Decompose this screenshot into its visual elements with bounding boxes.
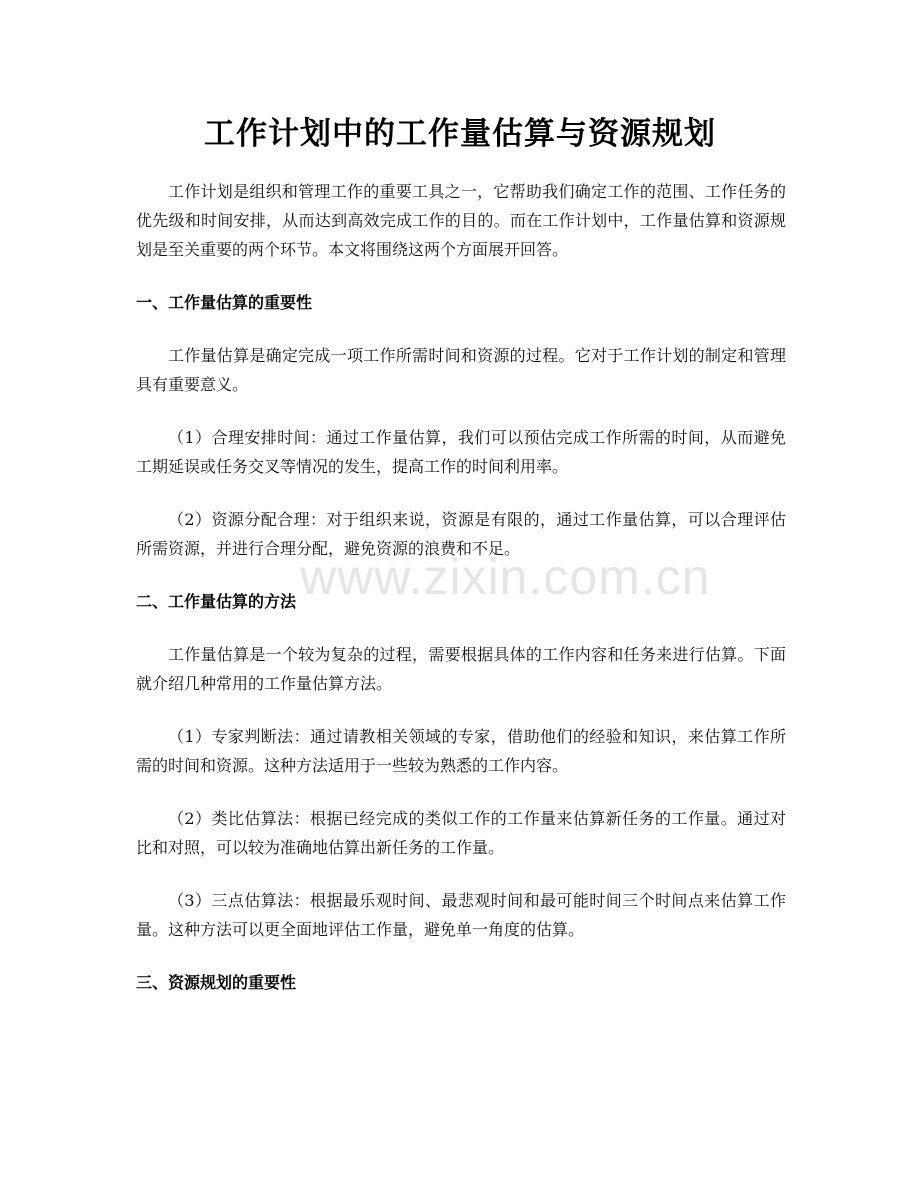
paragraph: （2）类比估算法：根据已经完成的类似工作的工作量来估算新任务的工作量。通过对比和对照，可以较为准确地估算出新任务的工作量。 (136, 809, 786, 857)
document-title: 工作计划中的工作量估算与资源规划 (204, 116, 716, 152)
paragraph: （3）三点估算法：根据最乐观时间、最悲观时间和最可能时间三个时间点来估算工作量。这种方法可以更全面地评估工作量，避免单一角度的估算。 (136, 891, 786, 939)
document-body (136, 177, 786, 1021)
watermark: www.zixin.com.cn (300, 549, 711, 605)
paragraph: 工作量估算是一个较为复杂的过程，需要根据具体的工作内容和任务来进行估算。下面就介绍几种常用的工作量估算方法。 (136, 645, 786, 693)
section-heading-1: 一、工作量估算的重要性 (136, 293, 313, 312)
paragraph: （2）资源分配合理：对于组织来说，资源是有限的，通过工作量估算，可以合理评估所需资源，并进行合理分配，避免资源的浪费和不足。 (136, 510, 786, 558)
paragraph: （1）合理安排时间：通过工作量估算，我们可以预估完成工作所需的时间，从而避免工期延误或任务交叉等情况的发生，提高工作的时间利用率。 (136, 428, 786, 476)
section-heading-3: 三、资源规划的重要性 (136, 973, 297, 992)
paragraph: 工作量估算是确定完成一项工作所需时间和资源的过程。它对于工作计划的制定和管理具有重要意义。 (136, 346, 786, 394)
paragraph: （1）专家判断法：通过请教相关领域的专家，借助他们的经验和知识，来估算工作所需的时间和资源。这种方法适用于一些较为熟悉的工作内容。 (136, 727, 786, 775)
section-heading-2: 二、工作量估算的方法 (136, 592, 297, 611)
paragraph-intro: 工作计划是组织和管理工作的重要工具之一，它帮助我们确定工作的范围、工作任务的优先级和时间安排，从而达到高效完成工作的目的。而在工作计划中，工作量估算和资源规划是至关重要的两个环节。本文将围绕这两个方面展开回答。 (136, 182, 786, 259)
